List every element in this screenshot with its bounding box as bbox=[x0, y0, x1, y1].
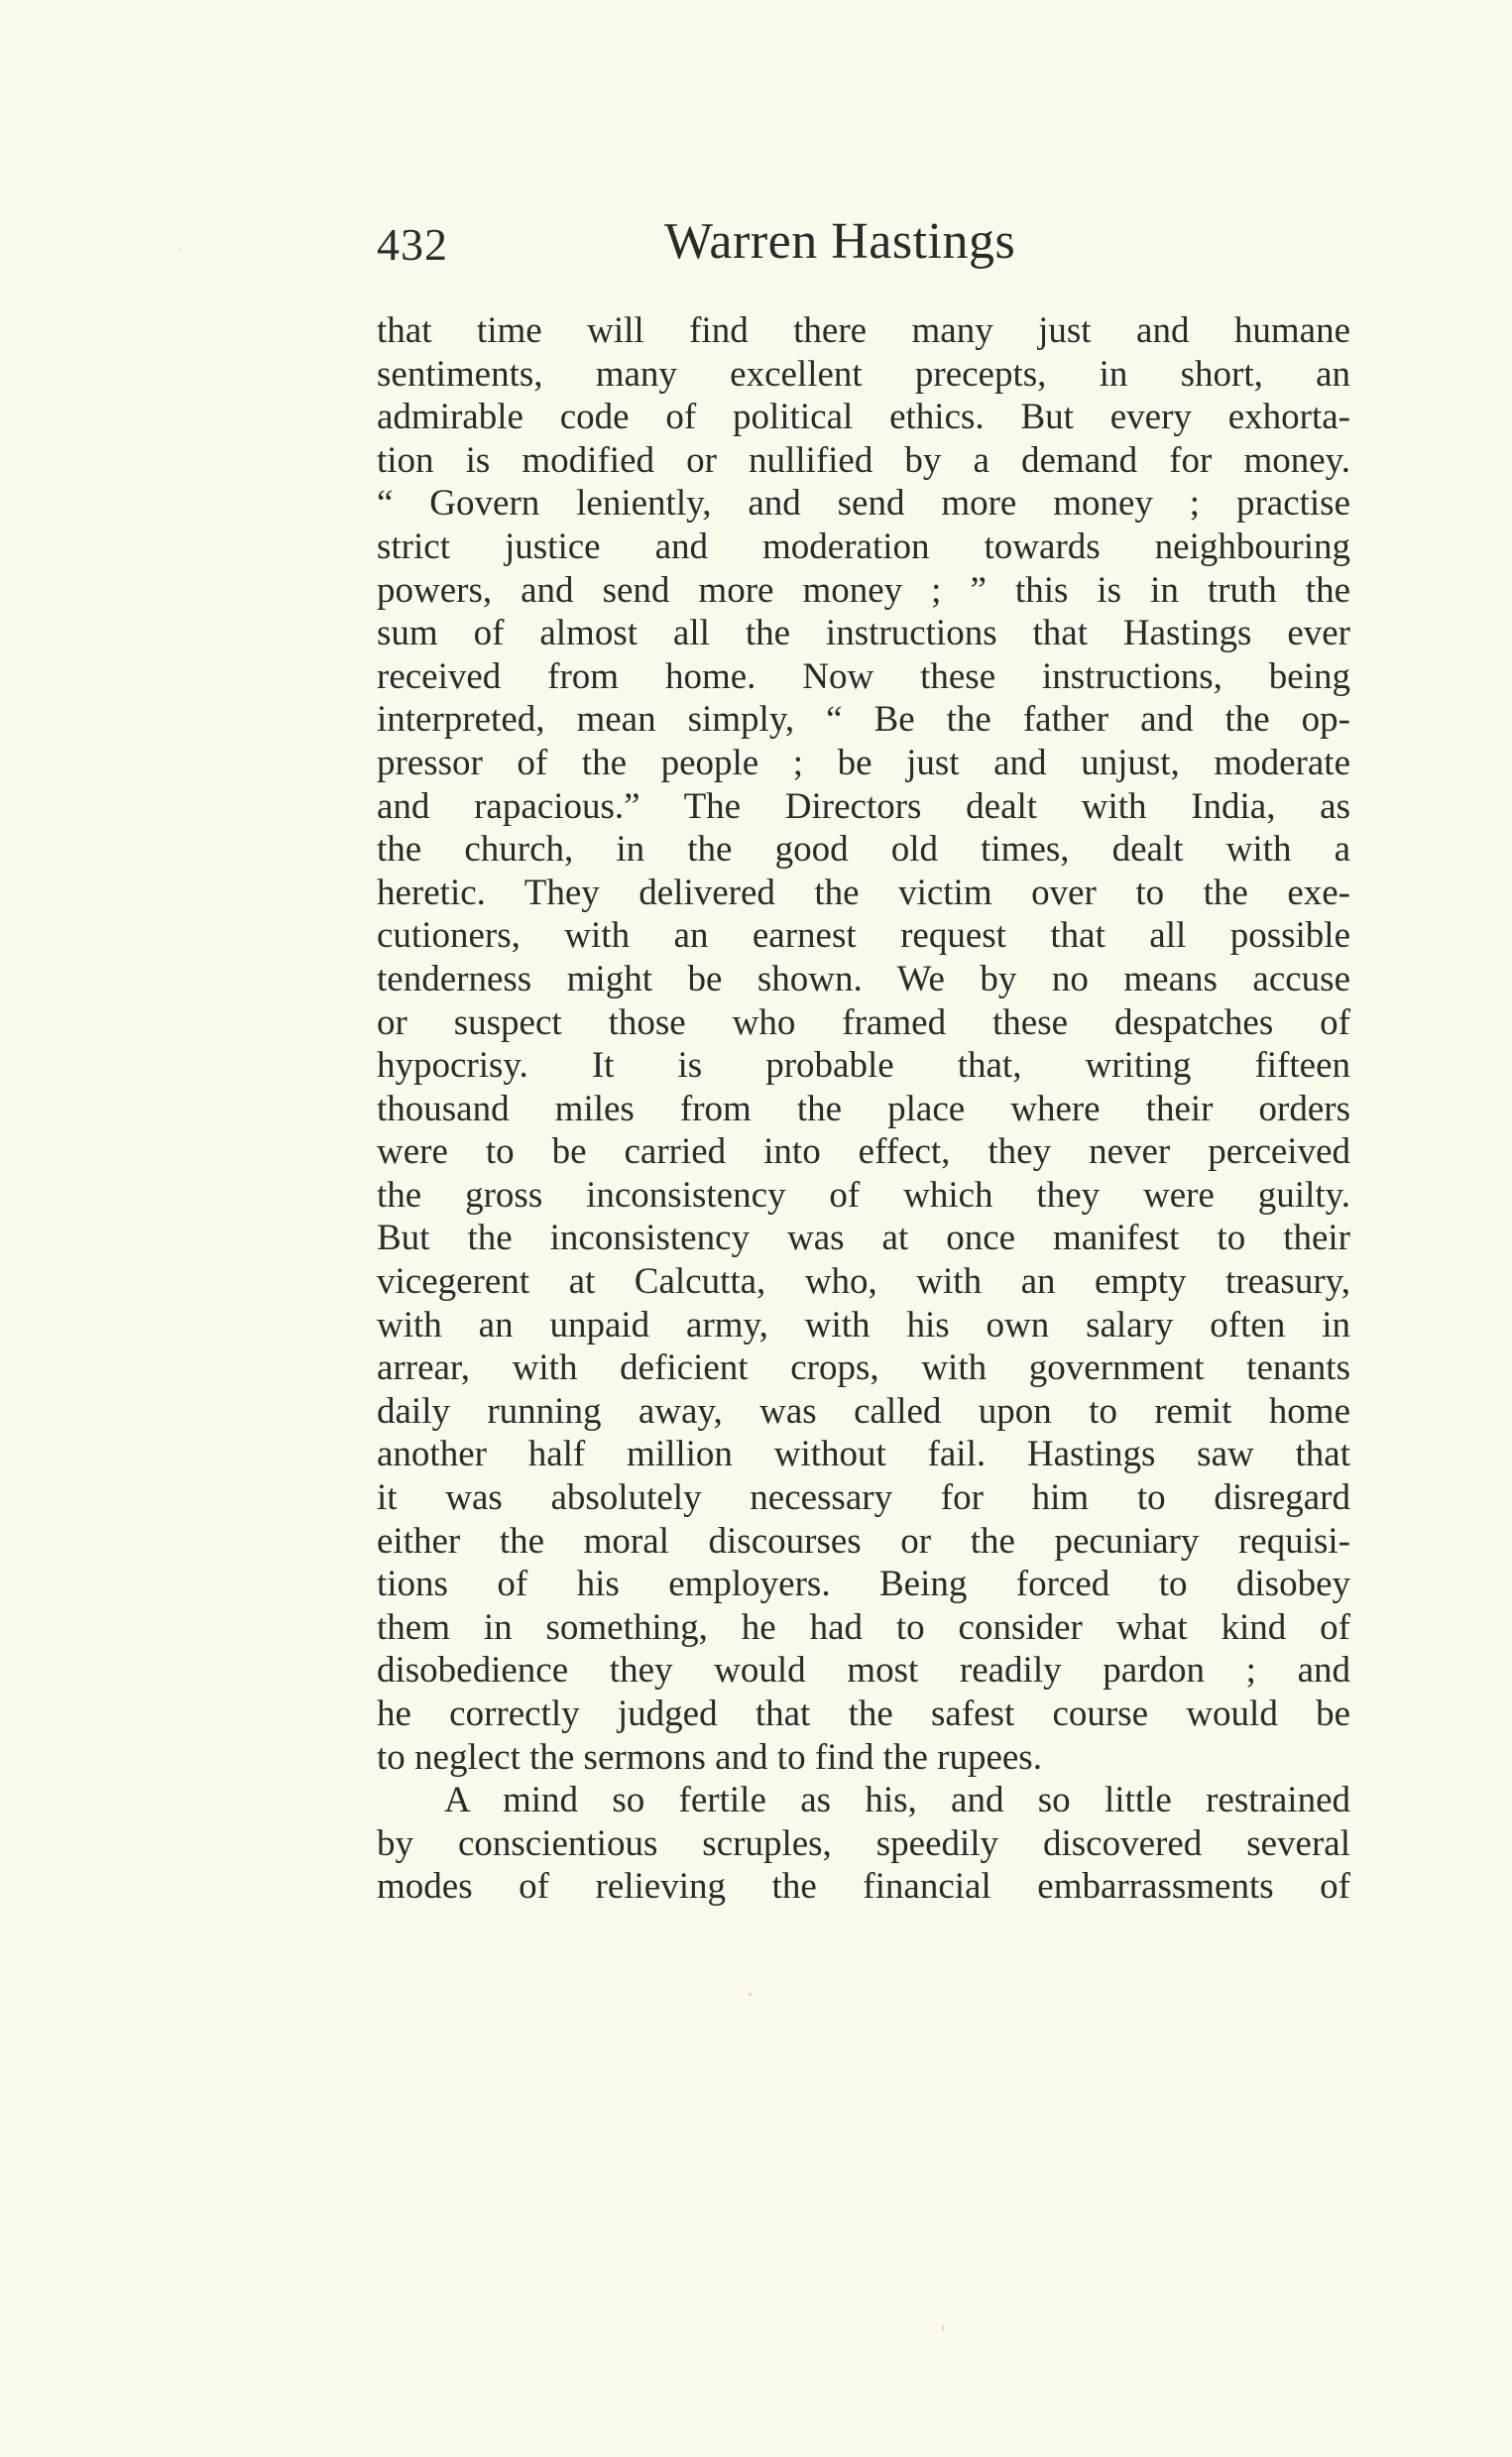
text-line: either the moral discourses or the pecuniary requisi- bbox=[377, 1520, 1350, 1562]
running-title: Warren Hastings bbox=[664, 213, 1016, 270]
text-line: tions of his employers. Being forced to disobey bbox=[377, 1564, 1350, 1605]
text-line: that time will find there many just and humane bbox=[377, 310, 1350, 351]
text-line: hypocrisy. It is probable that, writing fifteen bbox=[377, 1045, 1350, 1087]
text-line: another half million without fail. Hastings saw that bbox=[377, 1434, 1350, 1475]
text-line: strict justice and moderation towards neighbouring bbox=[377, 526, 1350, 567]
text-line: to neglect the sermons and to find the rupees. bbox=[377, 1736, 1042, 1778]
text-line: pressor of the people ; be just and unjust, moderate bbox=[377, 742, 1350, 783]
text-line: modes of relieving the financial embarrassments of bbox=[377, 1866, 1350, 1908]
text-line: tion is modified or nullified by a demand for money. bbox=[377, 439, 1350, 481]
text-line: the church, in the good old times, dealt with a bbox=[377, 829, 1350, 871]
paper-speck bbox=[749, 1993, 752, 1996]
paragraph bbox=[377, 1779, 1350, 1909]
text-line: thousand miles from the place where their orders bbox=[377, 1088, 1350, 1129]
text-line: with an unpaid army, with his own salary often in bbox=[377, 1304, 1350, 1346]
text-line: by conscientious scruples, speedily discovered several bbox=[377, 1822, 1350, 1864]
text-line: it was absolutely necessary for him to disregard bbox=[377, 1477, 1350, 1519]
page-header bbox=[377, 213, 1348, 288]
text-line: sentiments, many excellent precepts, in short, an bbox=[377, 353, 1350, 395]
text-line: daily running away, was called upon to remit home bbox=[377, 1390, 1350, 1432]
text-line: them in something, he had to consider what kind of bbox=[377, 1606, 1350, 1648]
text-line: received from home. Now these instructions, being bbox=[377, 655, 1350, 697]
paragraph bbox=[377, 309, 1350, 1779]
text-line: cutioners, with an earnest request that all possible bbox=[377, 915, 1350, 957]
text-line: or suspect those who framed these despatches of bbox=[377, 1001, 1350, 1043]
text-line: tenderness might be shown. We by no means accuse bbox=[377, 958, 1350, 999]
paper-speck bbox=[178, 248, 180, 250]
page-number: 432 bbox=[377, 219, 448, 270]
text-line: A mind so fertile as his, and so little restrained bbox=[444, 1780, 1350, 1821]
text-line: arrear, with deficient crops, with government tenants bbox=[377, 1347, 1350, 1389]
text-line: sum of almost all the instructions that Hastings ever bbox=[377, 613, 1350, 654]
body-text bbox=[377, 309, 1350, 1909]
text-line: the gross inconsistency of which they were guilty. bbox=[377, 1174, 1350, 1216]
text-line: “ Govern leniently, and send more money ; practise bbox=[377, 483, 1350, 525]
text-line: admirable code of political ethics. But every exhorta- bbox=[377, 397, 1350, 438]
text-line: he correctly judged that the safest course would be bbox=[377, 1694, 1350, 1734]
text-line: interpreted, mean simply, “ Be the father and the op- bbox=[377, 699, 1350, 741]
paper-speck bbox=[942, 2325, 944, 2331]
text-line: and rapacious.” The Directors dealt with India, as bbox=[377, 785, 1350, 827]
text-line: But the inconsistency was at once manifest to their bbox=[377, 1218, 1350, 1259]
text-line: heretic. They delivered the victim over to the exe- bbox=[377, 872, 1350, 913]
text-line: were to be carried into effect, they never perceived bbox=[377, 1131, 1350, 1173]
text-line: powers, and send more money ; ” this is in truth the bbox=[377, 569, 1350, 611]
text-line: disobedience they would most readily pardon ; and bbox=[377, 1650, 1350, 1692]
text-line: vicegerent at Calcutta, who, with an empty treasury, bbox=[377, 1261, 1350, 1303]
